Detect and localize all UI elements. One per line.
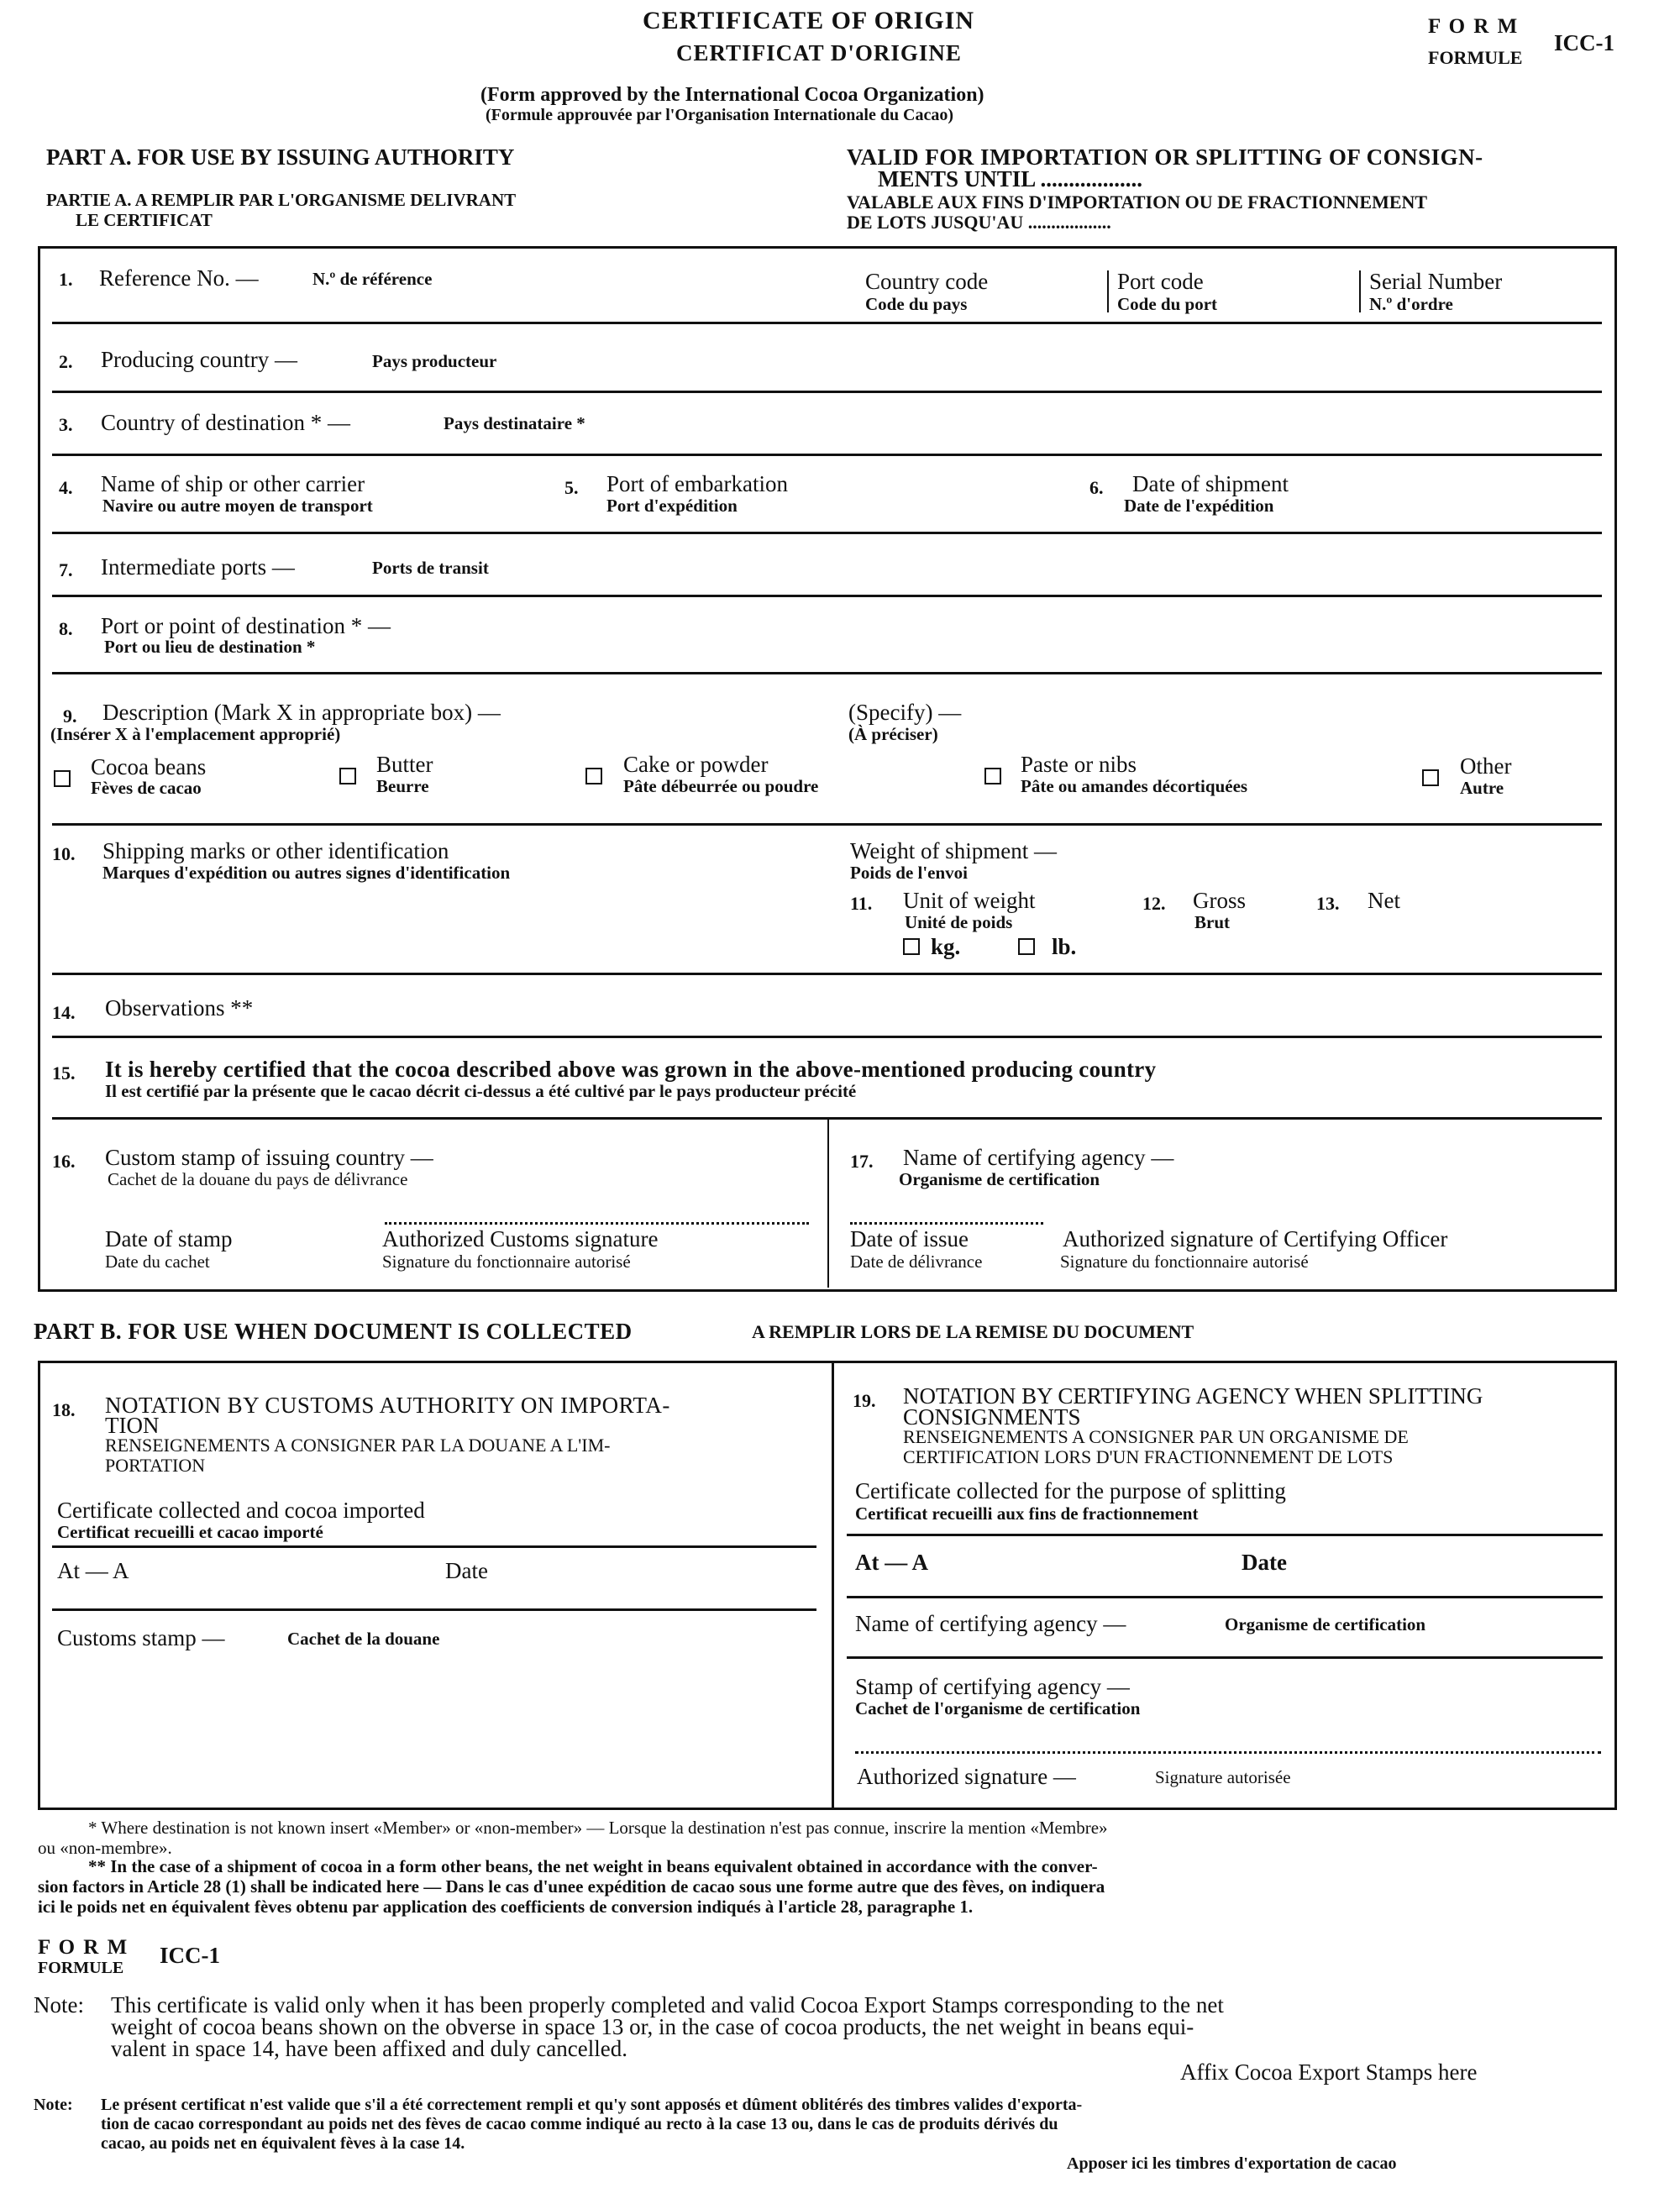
field-18-rule-2 xyxy=(52,1608,816,1611)
field-9-label-fr: (Insérer X à l'emplacement approprié) xyxy=(50,724,341,744)
checkbox-cake-powder[interactable] xyxy=(585,768,602,784)
field-11-label-fr: Unité de poids xyxy=(905,912,1013,932)
form-label-fr: FORMULE xyxy=(1428,47,1523,68)
field-6-label-en: Date of shipment xyxy=(1132,471,1289,496)
footnote-star-2: ou «non-membre». xyxy=(38,1838,172,1858)
field-6-label-fr: Date de l'expédition xyxy=(1124,496,1274,516)
collected-split-fr: Certificat recueilli aux fins de fractionnement xyxy=(855,1503,1199,1524)
auth-signature-en: Authorized signature — xyxy=(857,1764,1076,1789)
customs-signature-fr: Signature du fonctionnaire autorisé xyxy=(382,1251,631,1272)
checkbox-other[interactable] xyxy=(1422,769,1439,786)
field-13-label-en: Net xyxy=(1368,888,1400,913)
footnote-star-1: * Where destination is not known insert «Member» or «non-member» — Lorsque la destination n'est pas connue, inscrire la mention «Membre» xyxy=(88,1818,1108,1838)
field-19-title-en-2: CONSIGNMENTS xyxy=(903,1404,1081,1430)
country-code-en: Country code xyxy=(865,269,989,294)
country-code-fr: Code du pays xyxy=(865,294,968,314)
customs-stamp-fr: Cachet de la douane xyxy=(287,1629,440,1649)
weight-fr: Poids de l'envoi xyxy=(850,863,969,883)
option-cake-powder-en: Cake or powder xyxy=(623,752,769,777)
field-14-label-en: Observations ** xyxy=(105,995,254,1021)
field-17-number: 17. xyxy=(850,1151,874,1172)
option-cocoa-beans-en: Cocoa beans xyxy=(91,754,207,779)
approved-fr: (Formule approuvée par l'Organisation Internationale du Cacao) xyxy=(486,106,954,124)
field-1-label-fr: N.º de référence xyxy=(312,269,433,289)
note-en-line-2: weight of cocoa beans shown on the obverse in space 13 or, in the case of cocoa products, the net weight in beans equi- xyxy=(111,2014,1194,2039)
checkbox-cocoa-beans[interactable] xyxy=(54,770,71,787)
field-4-label-fr: Navire ou autre moyen de transport xyxy=(102,496,373,516)
field-8-number: 8. xyxy=(59,618,73,639)
officer-signature-en: Authorized signature of Certifying Officer xyxy=(1063,1226,1448,1251)
field-1-rule xyxy=(52,322,1602,324)
collected-imported-fr: Certificat recueilli et cacao importé xyxy=(57,1522,323,1542)
checkbox-butter[interactable] xyxy=(339,768,356,784)
note-en-line-3: valent in space 14, have been affixed and duly cancelled. xyxy=(111,2036,627,2061)
field-15-number: 15. xyxy=(52,1063,76,1084)
agency-name-fr: Organisme de certification xyxy=(1225,1614,1426,1634)
field-5-label-fr: Port d'expédition xyxy=(606,496,738,516)
agency-stamp-fr: Cachet de l'organisme de certification xyxy=(855,1698,1141,1718)
field-4-number: 4. xyxy=(59,477,73,498)
date-of-issue-fr: Date de délivrance xyxy=(850,1251,983,1272)
date-left-label: Date xyxy=(445,1558,488,1583)
form-label-en: F O R M xyxy=(1428,15,1520,38)
option-paste-nibs-en: Paste or nibs xyxy=(1021,752,1137,777)
field-19-title-en-1: NOTATION BY CERTIFYING AGENCY WHEN SPLITTING xyxy=(903,1383,1483,1409)
valid-en-2: MENTS UNTIL .................. xyxy=(878,166,1143,192)
field-14-rule xyxy=(52,1036,1602,1038)
part-a-title-fr-1: PARTIE A. A REMPLIR PAR L'ORGANISME DELIVRANT xyxy=(46,190,517,210)
collected-split-en: Certificate collected for the purpose of splitting xyxy=(855,1478,1286,1503)
valid-fr-1: VALABLE AUX FINS D'IMPORTATION OU DE FRACTIONNEMENT xyxy=(847,192,1428,213)
field-14-number: 14. xyxy=(52,1002,76,1023)
footnote-dstar-1: ** In the case of a shipment of cocoa in a form other beans, the net weight in beans equivalent obtained in accordance with the conver- xyxy=(88,1856,1098,1876)
field-17-label-en: Name of certifying agency — xyxy=(903,1145,1174,1170)
code-divider-1 xyxy=(1107,270,1109,312)
field-9-number: 9. xyxy=(63,706,77,727)
specify-fr: (À préciser) xyxy=(848,724,938,744)
field-2-label-fr: Pays producteur xyxy=(372,351,497,371)
field-16-label-fr: Cachet de la douane du pays de délivrance xyxy=(108,1169,408,1189)
date-of-stamp-en: Date of stamp xyxy=(105,1226,233,1251)
field-16-number: 16. xyxy=(52,1151,76,1172)
agency-stamp-en: Stamp of certifying agency — xyxy=(855,1674,1130,1699)
checkbox-lb[interactable] xyxy=(1018,938,1035,955)
field-10-label-en: Shipping marks or other identification xyxy=(102,838,449,863)
option-other-fr: Autre xyxy=(1460,778,1504,798)
field-3-rule xyxy=(52,454,1602,456)
reverse-form-code: ICC-1 xyxy=(160,1943,220,1968)
reverse-form-label-en: F O R M xyxy=(38,1936,129,1959)
field-2-number: 2. xyxy=(59,351,73,372)
option-other-en: Other xyxy=(1460,753,1512,779)
part-a-title-en: PART A. FOR USE BY ISSUING AUTHORITY xyxy=(46,144,515,170)
field-19-number: 19. xyxy=(853,1390,876,1411)
field-9-label-en: Description (Mark X in appropriate box) — xyxy=(102,700,501,725)
option-butter-en: Butter xyxy=(376,752,433,777)
affix-stamps-fr: Apposer ici les timbres d'exportation de cacao xyxy=(1067,2154,1397,2173)
field-7-rule xyxy=(52,595,1602,597)
serial-number-en: Serial Number xyxy=(1369,269,1503,294)
field-5-label-en: Port of embarkation xyxy=(606,471,788,496)
field-7-label-fr: Ports de transit xyxy=(372,558,489,578)
field-7-number: 7. xyxy=(59,559,73,580)
option-paste-nibs-fr: Pâte ou amandes décortiquées xyxy=(1021,776,1248,796)
at-right-label: At — A xyxy=(855,1550,928,1575)
field-12-number: 12. xyxy=(1142,893,1166,914)
part-a-right-border xyxy=(1614,246,1617,1292)
option-cake-powder-fr: Pâte débeurrée ou poudre xyxy=(623,776,819,796)
field-10-rule xyxy=(52,973,1602,975)
field-10-number: 10. xyxy=(52,843,76,864)
specify-en: (Specify) — xyxy=(848,700,962,725)
part-b-title-fr: A REMPLIR LORS DE LA REMISE DU DOCUMENT xyxy=(752,1321,1194,1342)
date-of-stamp-fr: Date du cachet xyxy=(105,1251,210,1272)
field-19-rule-2 xyxy=(847,1596,1603,1598)
footnote-dstar-3: ici le poids net en équivalent fèves obtenu par application des coefficients de conversion indiqués à l'article 28, paragraphe 1. xyxy=(38,1897,974,1917)
field-18-title-fr-2: PORTATION xyxy=(105,1455,206,1476)
field-18-title-en-1: NOTATION BY CUSTOMS AUTHORITY ON IMPORTA- xyxy=(105,1393,670,1418)
reverse-form-label-fr: FORMULE xyxy=(38,1959,124,1977)
field-11-number: 11. xyxy=(850,893,873,914)
part-b-divider xyxy=(832,1361,834,1810)
date-right-label: Date xyxy=(1242,1550,1287,1575)
field-15-text-en: It is hereby certified that the cocoa described above was grown in the above-mentioned producing country xyxy=(105,1057,1157,1082)
field-18-title-fr-1: RENSEIGNEMENTS A CONSIGNER PAR LA DOUANE A L'IM- xyxy=(105,1435,611,1456)
part-b-top-border xyxy=(38,1361,1617,1363)
auth-signature-dotted-line xyxy=(855,1751,1601,1754)
title-fr: CERTIFICAT D'ORIGINE xyxy=(676,40,962,66)
part-b-left-border xyxy=(38,1361,40,1810)
date-issue-line xyxy=(850,1222,1043,1225)
part-b-bottom-border xyxy=(38,1808,1617,1810)
checkbox-kg[interactable] xyxy=(903,938,920,955)
field-2-label-en: Producing country — xyxy=(101,347,297,372)
field-16-label-en: Custom stamp of issuing country — xyxy=(105,1145,433,1170)
note-fr-line-3: cacao, au poids net en équivalent fèves à la case 14. xyxy=(101,2134,465,2153)
footnote-dstar-2: sion factors in Article 28 (1) shall be indicated here — Dans le cas d'unee expédition de cacao sous une forme autre que des fèves, on indiquera xyxy=(38,1876,1105,1897)
field-19-title-fr-2: CERTIFICATION LORS D'UN FRACTIONNEMENT DE LOTS xyxy=(903,1446,1394,1467)
field-13-number: 13. xyxy=(1316,893,1340,914)
agency-name-en: Name of certifying agency — xyxy=(855,1611,1126,1636)
at-left-label: At — A xyxy=(57,1558,129,1583)
title-en: CERTIFICATE OF ORIGIN xyxy=(643,7,974,34)
field-12-label-en: Gross xyxy=(1193,888,1247,913)
field-18-rule-1 xyxy=(52,1545,816,1548)
valid-fr-2: DE LOTS JUSQU'AU .................. xyxy=(847,212,1111,233)
form-code: ICC-1 xyxy=(1554,30,1614,55)
field-8-rule xyxy=(52,672,1602,674)
checkbox-paste-nibs[interactable] xyxy=(984,768,1001,784)
field-19-title-fr-1: RENSEIGNEMENTS A CONSIGNER PAR UN ORGANISME DE xyxy=(903,1426,1409,1447)
field-16-17-divider xyxy=(827,1120,829,1288)
part-b-right-border xyxy=(1614,1361,1617,1810)
field-19-rule-3 xyxy=(847,1656,1603,1659)
part-a-top-border xyxy=(38,246,1617,249)
field-8-label-fr: Port ou lieu de destination * xyxy=(104,637,316,657)
customs-signature-en: Authorized Customs signature xyxy=(382,1226,659,1251)
affix-stamps-en: Affix Cocoa Export Stamps here xyxy=(1180,2059,1478,2085)
note-en-line-1: This certificate is valid only when it has been properly completed and valid Cocoa Export Stamps corresponding to the net xyxy=(111,1992,1224,2017)
part-a-title-fr-2: LE CERTIFICAT xyxy=(76,210,213,230)
port-code-fr: Code du port xyxy=(1117,294,1218,314)
serial-number-fr: N.º d'ordre xyxy=(1369,294,1453,314)
field-1-label-en: Reference No. — xyxy=(99,265,259,291)
note-fr-line-2: tion de cacao correspondant au poids net des fèves de cacao comme indiqué au recto à la case 13 ou, dans le cas de produits dérivés du xyxy=(101,2115,1058,2133)
field-3-label-fr: Pays destinataire * xyxy=(444,413,585,433)
field-18-title-en-2: TION xyxy=(105,1413,160,1438)
field-18-number: 18. xyxy=(52,1399,76,1420)
unit-lb-label: lb. xyxy=(1052,934,1077,959)
field-3-number: 3. xyxy=(59,414,73,435)
field-17-label-fr: Organisme de certification xyxy=(899,1169,1100,1189)
field-3-label-en: Country of destination * — xyxy=(101,410,350,435)
field-12-label-fr: Brut xyxy=(1194,912,1230,932)
option-butter-fr: Beurre xyxy=(376,776,429,796)
field-1-number: 1. xyxy=(59,269,73,290)
note-fr-label: Note: xyxy=(34,2096,73,2114)
part-b-title-en: PART B. FOR USE WHEN DOCUMENT IS COLLECTED xyxy=(34,1319,633,1344)
field-15-text-fr: Il est certifié par la présente que le cacao décrit ci-dessus a été cultivé par le pays producteur précité xyxy=(105,1081,857,1101)
approved-en: (Form approved by the International Cocoa Organization) xyxy=(480,84,984,106)
field-7-label-en: Intermediate ports — xyxy=(101,554,295,580)
field-5-number: 5. xyxy=(564,477,579,498)
part-a-bottom-border xyxy=(38,1289,1617,1292)
field-6-number: 6. xyxy=(1089,477,1104,498)
port-code-en: Port code xyxy=(1117,269,1204,294)
valid-en-1: VALID FOR IMPORTATION OR SPLITTING OF CONSIGN- xyxy=(847,144,1483,170)
customs-stamp-en: Customs stamp — xyxy=(57,1625,225,1650)
date-of-issue-en: Date of issue xyxy=(850,1226,969,1251)
field-9-rule xyxy=(52,823,1602,826)
field-10-label-fr: Marques d'expédition ou autres signes d'identification xyxy=(102,863,511,883)
field-2-rule xyxy=(52,391,1602,393)
note-fr-line-1: Le présent certificat n'est valide que s'il a été correctement rempli et qu'y sont apposés et dûment oblitérés des timbres valides d'exporta- xyxy=(101,2096,1083,2114)
collected-imported-en: Certificate collected and cocoa imported xyxy=(57,1498,425,1523)
customs-signature-line xyxy=(385,1222,809,1225)
field-4-rule xyxy=(52,532,1602,534)
field-8-label-en: Port or point of destination * — xyxy=(101,613,391,638)
auth-signature-fr: Signature autorisée xyxy=(1155,1767,1291,1787)
officer-signature-fr: Signature du fonctionnaire autorisé xyxy=(1060,1251,1309,1272)
field-4-label-en: Name of ship or other carrier xyxy=(101,471,365,496)
note-en-label: Note: xyxy=(34,1992,84,2017)
field-11-label-en: Unit of weight xyxy=(903,888,1036,913)
code-divider-2 xyxy=(1359,270,1361,312)
part-a-left-border xyxy=(38,246,40,1292)
unit-kg-label: kg. xyxy=(931,934,961,959)
weight-en: Weight of shipment — xyxy=(850,838,1058,863)
option-cocoa-beans-fr: Fèves de cacao xyxy=(91,778,202,798)
field-19-rule-1 xyxy=(847,1534,1603,1536)
